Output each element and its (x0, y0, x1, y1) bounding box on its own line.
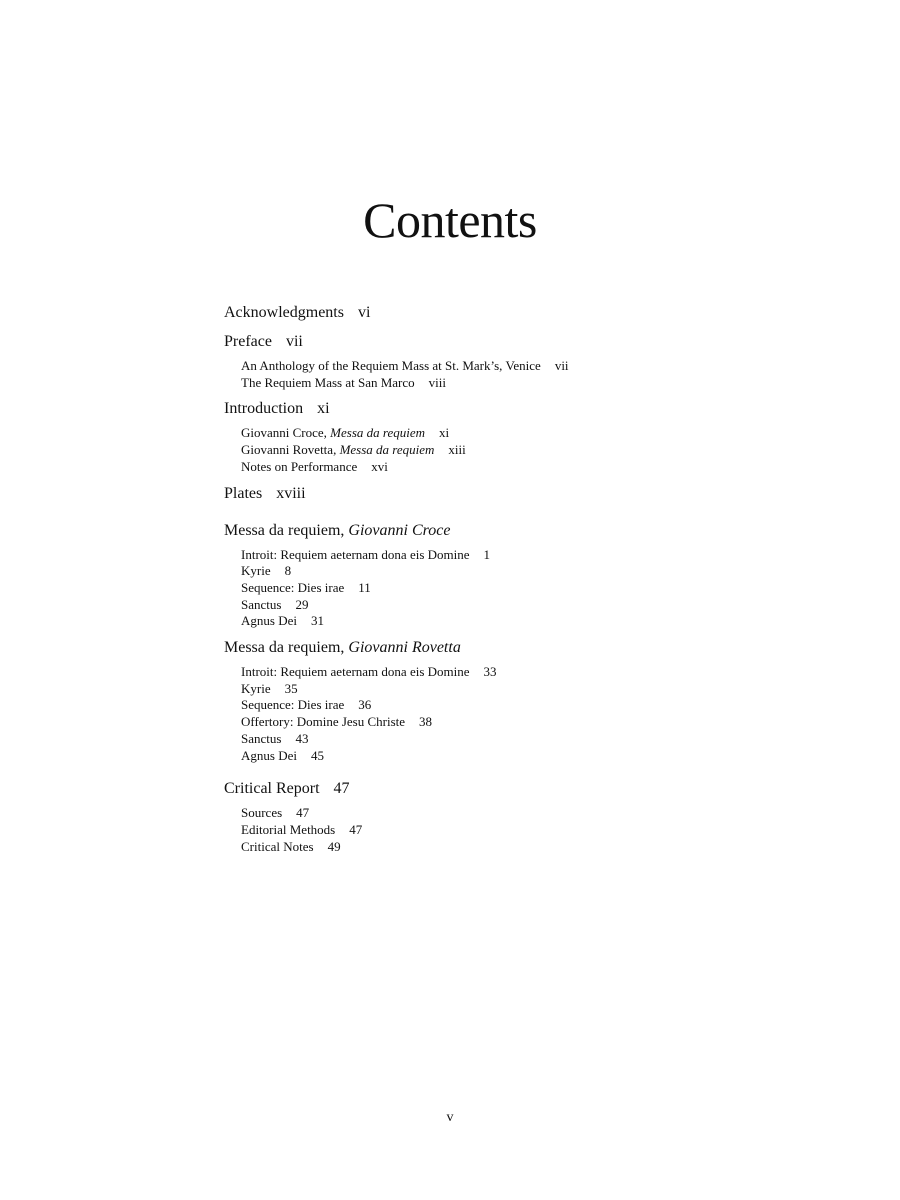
section-title: Introduction (224, 400, 304, 418)
toc-entry (241, 425, 824, 442)
toc-entry (241, 714, 824, 731)
toc-section (224, 635, 824, 764)
toc-entry (241, 697, 824, 714)
entry-title-italic: Messa da requiem (330, 425, 426, 441)
toc-subentries (241, 664, 824, 764)
entry-title: Kyrie (241, 680, 271, 696)
toc-entry (241, 805, 824, 822)
entry-page-number: 47 (296, 805, 310, 821)
entry-title: Introit: Requiem aeternam dona eis Domine (241, 664, 470, 680)
toc-entry (241, 547, 824, 564)
toc-entry (241, 375, 824, 392)
toc-entry (241, 597, 824, 614)
toc-section (224, 481, 824, 506)
entry-title: Giovanni Croce, (241, 425, 331, 441)
toc-section-heading (224, 518, 824, 543)
toc-section-heading (224, 776, 824, 801)
entry-title: Kyrie (241, 563, 271, 579)
entry-title: Agnus Dei (241, 613, 297, 629)
section-title: Preface (224, 333, 272, 350)
entry-title: Agnus Dei (241, 747, 297, 763)
toc-section (224, 396, 824, 475)
toc-section-heading (224, 481, 824, 506)
entry-title: Notes on Performance (241, 458, 358, 474)
entry-title: Sequence: Dies irae (241, 579, 345, 595)
toc-entry (241, 442, 824, 459)
entry-page-number: vii (554, 358, 569, 373)
section-title: Plates (224, 484, 263, 502)
toc-section (224, 329, 824, 391)
entry-page-number: 47 (349, 821, 363, 837)
page-number: v (446, 1110, 454, 1125)
entry-title: Introit: Requiem aeternam dona eis Domine (241, 546, 470, 562)
toc-section (224, 300, 824, 325)
toc-entry (241, 822, 824, 839)
entry-page-number: viii (428, 374, 446, 390)
toc-entry (241, 358, 824, 375)
toc-subentries (241, 805, 824, 855)
entry-title: An Anthology of the Requiem Mass at St. Mark’s, Venice (241, 358, 541, 373)
toc-section (224, 518, 824, 631)
entry-page-number: 31 (310, 613, 324, 629)
toc-entry (241, 664, 824, 681)
toc-entry (241, 459, 824, 476)
entry-title: Offertory: Domine Jesu Christe (241, 714, 406, 730)
entry-page-number: 8 (284, 563, 292, 579)
toc-entry (241, 681, 824, 698)
section-title-composer: Giovanni Rovetta (348, 639, 461, 657)
page-title: Contents (363, 192, 537, 248)
table-of-contents (224, 300, 824, 860)
section-page-number: 47 (333, 780, 350, 798)
toc-entry (241, 731, 824, 748)
entry-page-number: xiii (448, 442, 466, 458)
entry-page-number: 35 (284, 680, 298, 696)
toc-section-heading (224, 329, 824, 354)
toc-section-heading (224, 396, 824, 421)
entry-page-number: 49 (327, 838, 341, 854)
entry-title: Giovanni Rovetta, (241, 442, 340, 458)
entry-title: Sequence: Dies irae (241, 697, 345, 713)
entry-page-number: 11 (358, 579, 371, 595)
section-title-composer: Giovanni Croce (348, 521, 451, 539)
entry-title: Sanctus (241, 730, 282, 746)
toc-entry (241, 748, 824, 765)
entry-page-number: 36 (358, 697, 372, 713)
entry-page-number: 43 (295, 730, 309, 746)
entry-title: Critical Notes (241, 838, 314, 854)
toc-subentries (241, 358, 824, 391)
section-page-number: xviii (276, 484, 306, 502)
toc-entry (241, 580, 824, 597)
toc-section-heading (224, 635, 824, 660)
entry-page-number: xi (439, 425, 450, 441)
entry-page-number: 38 (419, 714, 433, 730)
entry-page-number: 33 (483, 664, 497, 680)
toc-subentries (241, 425, 824, 475)
entry-page-number: 29 (295, 596, 309, 612)
section-title: Messa da requiem, (224, 521, 349, 539)
section-page-number: xi (317, 400, 330, 418)
entry-page-number: 1 (483, 546, 491, 562)
entry-title-italic: Messa da requiem (339, 442, 435, 458)
entry-page-number: xvi (371, 458, 388, 474)
section-page-number: vii (285, 333, 303, 350)
toc-entry (241, 563, 824, 580)
entry-title: The Requiem Mass at San Marco (241, 374, 415, 390)
entry-title: Sources (241, 805, 283, 821)
section-title: Messa da requiem, (224, 639, 349, 657)
toc-section-heading (224, 300, 824, 325)
toc-entry (241, 839, 824, 856)
entry-title: Sanctus (241, 596, 282, 612)
section-title: Acknowledgments (224, 304, 344, 321)
toc-entry (241, 613, 824, 630)
entry-page-number: 45 (310, 747, 324, 763)
toc-section (224, 776, 824, 855)
toc-subentries (241, 547, 824, 631)
section-title: Critical Report (224, 780, 320, 798)
section-page-number: vi (357, 304, 371, 321)
entry-title: Editorial Methods (241, 821, 336, 837)
